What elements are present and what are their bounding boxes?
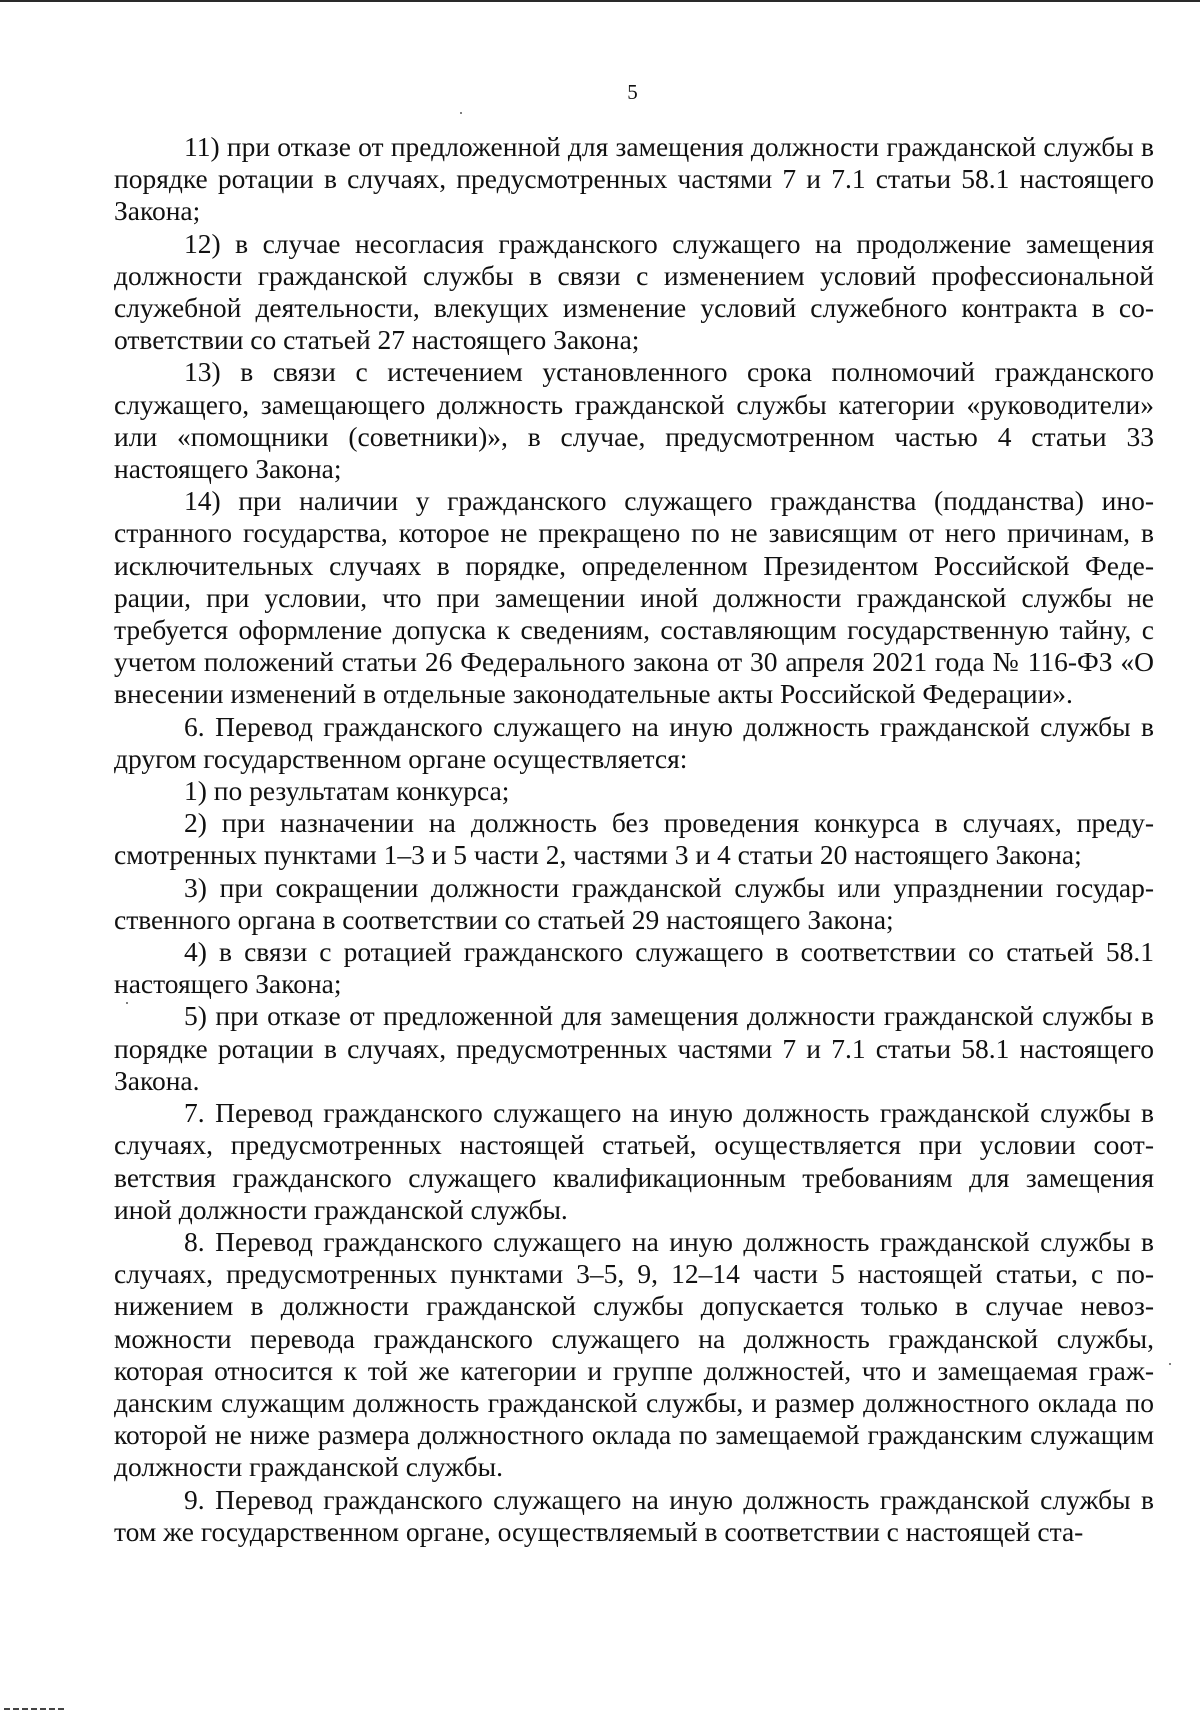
scan-speck [460,112,462,114]
paragraph-part-6: 6. Перевод гражданского служащего на иную должность гражданской службы в другом государственном органе осуществляется: [114,710,1154,774]
scan-edge-mark [4,1708,66,1710]
paragraph-item-12: 12) в случае несогласия гражданского служащего на продолжение замещения должности гражданской службы в связи с изменением условий профессиональной служебной деятельности, влекущих изменение условий служебного контракта в соответствии со статьей 27 настоящего Закона; [114,227,1154,356]
paragraph-item-13: 13) в связи с истечением установленного срока полномочий гражданского служащего, замещающего должность гражданской службы категории «руководители» или «помощники (советники)», в случае, предусмотренном частью 4 статьи 33 настоящего Закона; [114,356,1154,485]
paragraph-part-6-item-4: 4) в связи с ротацией гражданского служащего в соответствии со статьей 58.1 настоящего Закона; [114,936,1154,1000]
paragraph-part-9: 9. Перевод гражданского служащего на иную должность гражданской службы в том же государственном органе, осуществляемый в соответствии с настоящей ста- [114,1483,1154,1547]
paragraph-part-6-item-5: 5) при отказе от предложенной для замещения должности гражданской службы в порядке ротации в случаях, предусмотренных частями 7 и 7.1 статьи 58.1 настоящего Закона. [114,1000,1154,1096]
paragraph-item-14: 14) при наличии у гражданского служащего гражданства (подданства) иностранного государства, которое не прекращено по не зависящим от него причинам, в исключительных случаях в порядке, определенном Президентом Российской Федерации, при условии, что при замещении иной должности гражданской службы не требуется оформление допуска к сведениям, составляющим государственную тайну, с учетом положений статьи 26 Федерального закона от 30 апреля 2021 года № 116-ФЗ «О внесении изменений в отдельные законодательные акты Российской Федерации». [114,485,1154,710]
paragraph-part-6-item-1: 1) по результатам конкурса; [184,775,510,807]
paragraph-item-11: 11) при отказе от предложенной для замещения должности гражданской службы в порядке ротации в случаях, предусмотренных частями 7 и 7.1 статьи 58.1 настоящего Закона; [114,131,1154,227]
paragraph-part-6-item-2: 2) при назначении на должность без проведения конкурса в случаях, предусмотренных пунктами 1–3 и 5 части 2, частями 3 и 4 статьи 20 настоящего Закона; [114,807,1154,871]
page-number: 5 [627,80,638,104]
document-body [114,131,1154,1548]
scan-speck [126,1002,128,1004]
scan-speck [1169,1363,1171,1365]
paragraph-part-7: 7. Перевод гражданского служащего на иную должность гражданской службы в случаях, предусмотренных настоящей статьей, осуществляется при условии соответствия гражданского служащего квалификационным требованиям для замещения иной должности гражданской службы. [114,1097,1154,1225]
paragraph-part-8: 8. Перевод гражданского служащего на иную должность гражданской службы в случаях, предусмотренных пунктами 3–5, 9, 12–14 части 5 настоящей статьи, с понижением в должности гражданской службы допускается только в случае невозможности перевода гражданского служащего на должность гражданской службы, которая относится к той же категории и группе должностей, что и замещаемая гражданским служащим должность гражданской службы, и размер должностного оклада по которой не ниже размера должностного оклада по замещаемой гражданским служащим должности гражданской службы. [114,1225,1154,1483]
paragraph-part-6-item-3: 3) при сокращении должности гражданской службы или упразднении государственного органа в соответствии со статьей 29 настоящего Закона; [114,871,1154,935]
page-top-edge [0,0,1200,2]
